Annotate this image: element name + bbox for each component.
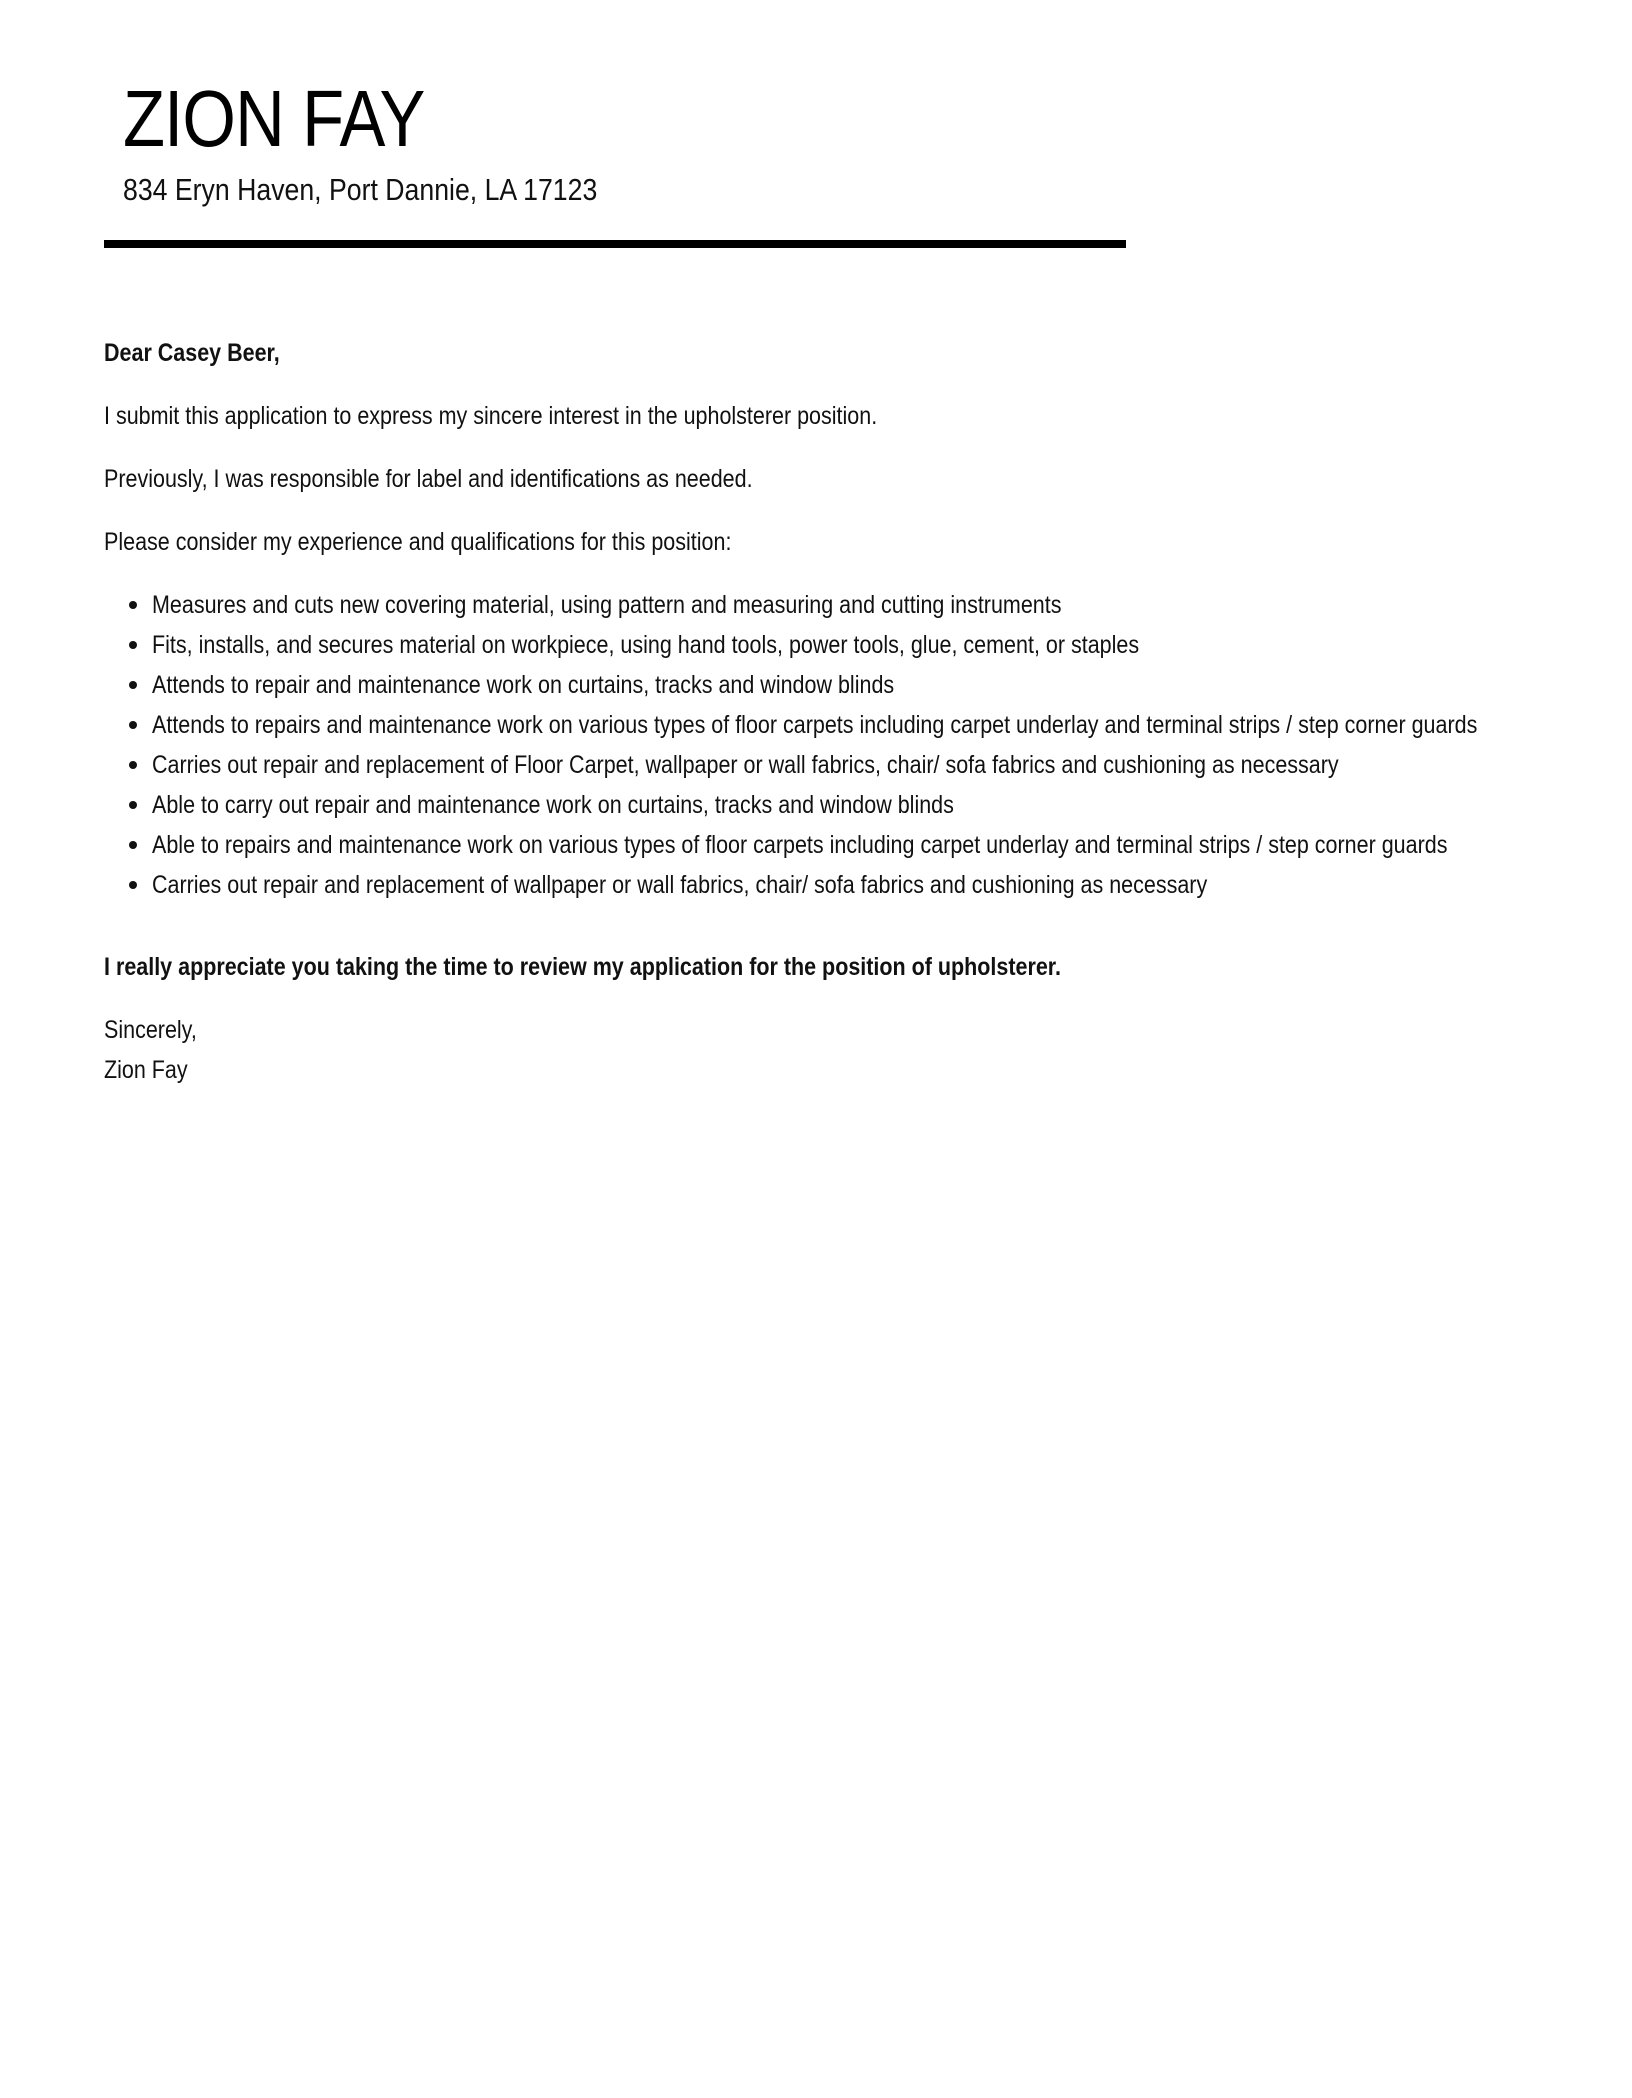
list-item: Attends to repair and maintenance work on curtains, tracks and window blinds <box>104 665 1534 705</box>
list-item: Carries out repair and replacement of wallpaper or wall fabrics, chair/ sofa fabrics and cushioning as necessary <box>104 865 1534 905</box>
signoff: Sincerely, <box>104 1016 197 1044</box>
header-divider <box>104 240 1126 248</box>
sender-address: 834 Eryn Haven, Port Dannie, LA 17123 <box>123 172 598 207</box>
bullet-icon <box>129 641 137 649</box>
bullet-icon <box>129 801 137 809</box>
bullet-icon <box>129 841 137 849</box>
intro-paragraph: I submit this application to express my sincere interest in the upholsterer position. <box>104 402 878 430</box>
closing-paragraph: I really appreciate you taking the time to review my application for the position of upholsterer. <box>104 953 1061 981</box>
sender-name: ZION FAY <box>123 74 425 163</box>
bullet-icon <box>129 761 137 769</box>
qualifications-intro: Please consider my experience and qualifications for this position: <box>104 528 732 556</box>
qualifications-list <box>104 585 1534 905</box>
salutation: Dear Casey Beer, <box>104 339 280 367</box>
list-item: Fits, installs, and secures material on workpiece, using hand tools, power tools, glue, cement, or staples <box>104 625 1534 665</box>
bullet-icon <box>129 721 137 729</box>
list-item: Attends to repairs and maintenance work on various types of floor carpets including carpet underlay and terminal strips / step corner guards <box>104 705 1534 745</box>
signature: Zion Fay <box>104 1056 188 1084</box>
list-item: Able to repairs and maintenance work on various types of floor carpets including carpet underlay and terminal strips / step corner guards <box>104 825 1534 865</box>
bullet-icon <box>129 881 137 889</box>
list-item: Carries out repair and replacement of Floor Carpet, wallpaper or wall fabrics, chair/ sofa fabrics and cushioning as necessary <box>104 745 1534 785</box>
list-item: Able to carry out repair and maintenance work on curtains, tracks and window blinds <box>104 785 1534 825</box>
experience-paragraph: Previously, I was responsible for label and identifications as needed. <box>104 465 753 493</box>
letter-body <box>104 333 1534 1090</box>
list-item: Measures and cuts new covering material, using pattern and measuring and cutting instruments <box>104 585 1534 625</box>
bullet-icon <box>129 681 137 689</box>
bullet-icon <box>129 601 137 609</box>
